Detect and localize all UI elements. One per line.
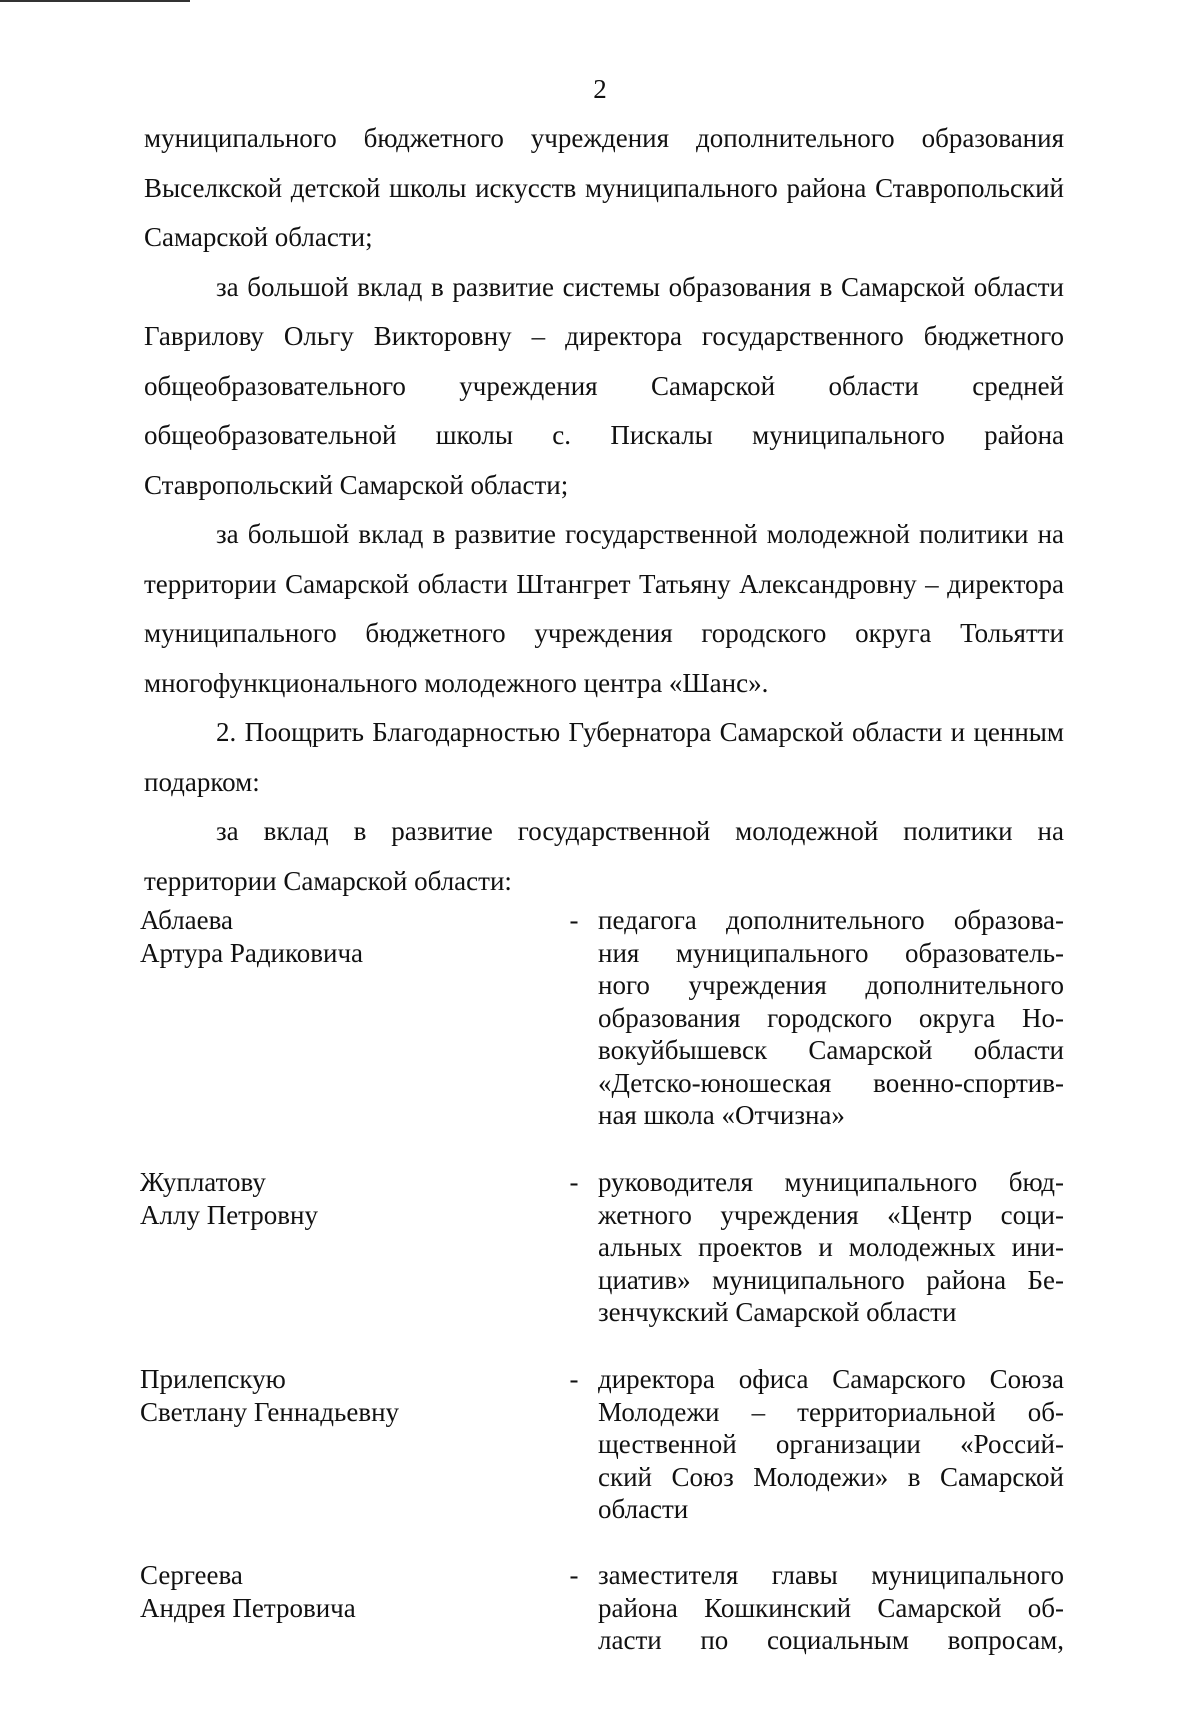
awardee-description: руководителя муниципального бюд- жетного учреждения «Центр соци- альных проектов и молодежных ини- циатив» муниципального района Бе- зенчукский Самарской области [598, 1167, 1064, 1327]
paragraph-item-2: 2. Поощрить Благодарностью Губернатора Самарской области и ценным подарком: [144, 717, 1064, 797]
page-number: 2 [593, 74, 607, 104]
dash-separator: - [569, 1167, 579, 1197]
awardee-description: директора офиса Самарского Союза Молодежи – территориальной об- щественной организации «Россий- ский Союз Молодежи» в Самарской области [598, 1364, 1064, 1524]
awardee-description: заместителя главы муниципального района Кошкинский Самарской об- ласти по социальным вопросам, [598, 1560, 1064, 1655]
awardee-name: Аблаева Артура Радиковича [140, 905, 364, 968]
dash-separator: - [569, 1560, 579, 1590]
awardee-name: Прилепскую Светлану Геннадьевну [140, 1364, 400, 1427]
dash-separator: - [569, 1364, 579, 1394]
paragraph-continuation: муниципального бюджетного учреждения дополнительного образования Выселкской детской школы искусств муниципального района Ставропольский Самарской области; [144, 123, 1064, 252]
paragraph-youth-policy: за вклад в развитие государственной молодежной политики на территории Самарской области: [144, 816, 1064, 896]
paragraph-gavrilova: за большой вклад в развитие системы образования в Самарской области Гаврилову Ольгу Викторовну – директора государственного бюджетного общеобразовательного учреждения Самарской области средней общеобразовательной школы с. Пискалы муниципального района Ставропольский Самарской области; [144, 271, 1064, 500]
awardee-name: Жуплатову Аллу Петровну [140, 1167, 319, 1230]
dash-separator: - [569, 905, 579, 935]
scan-edge-line [0, 0, 190, 2]
awardee-name: Сергеева Андрея Петровича [140, 1560, 356, 1623]
awardee-description: педагога дополнительного образова- ния муниципального образователь- ного учреждения дополнительного образования городского округа Но- вокуйбышевск Самарской области «Детско-юношеская военно-спортив- ная школа «Отчизна» [598, 905, 1064, 1130]
document-body [144, 114, 1064, 906]
paragraph-shtangret: за большой вклад в развитие государственной молодежной политики на территории Самарской области Штангрет Татьяну Александровну – директора муниципального бюджетного учреждения городского округа Тольятти многофункционального молодежного центра «Шанс». [144, 519, 1064, 698]
